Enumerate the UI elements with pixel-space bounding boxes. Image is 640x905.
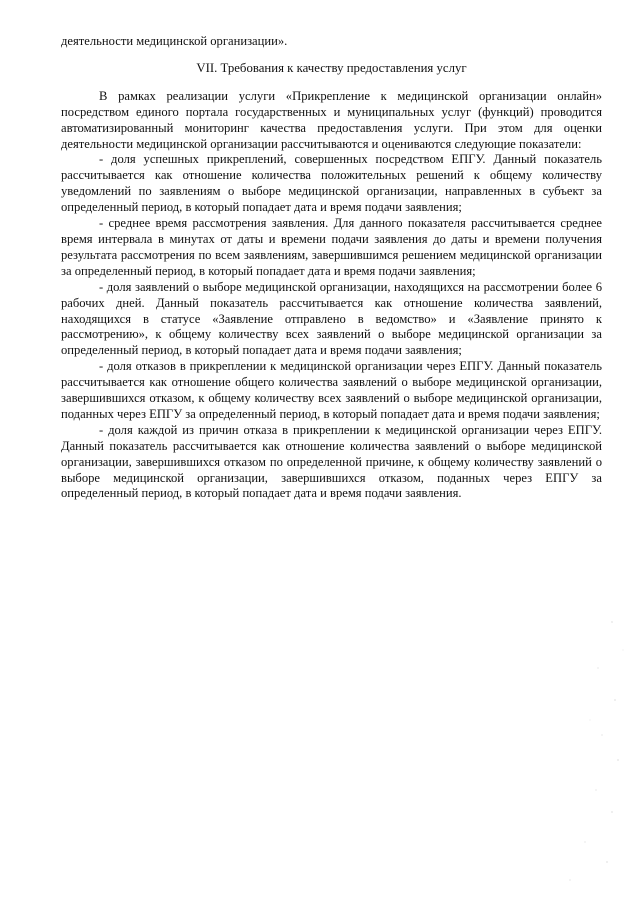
paragraph-intro: В рамках реализации услуги «Прикрепление к медицинской организации онлайн» посредством единого портала государственных и муниципальных услуг (функций) проводится автоматизированный мониторинг качества предоставления услуги. При этом для оценки деятельности медицинской организации рассчитываются и оцениваются следующие показатели: xyxy=(61,88,602,151)
lead-line: деятельности медицинской организации». xyxy=(61,34,288,48)
paragraph-indicator-refusals: - доля отказов в прикреплении к медицинской организации через ЕПГУ. Данный показатель рассчитывается как отношение общего количества заявлений о выборе медицинской организации, завершившихся отказом, к общему количеству всех заявлений о выборе медицинской организации, поданных через ЕПГУ за определенный период, в который попадает дата и время подачи заявления; xyxy=(61,359,602,421)
document-body xyxy=(61,34,602,502)
paragraph-indicator-average-review-time: - среднее время рассмотрения заявления. Для данного показателя рассчитывается среднее время интервала в минутах от даты и времени подачи заявления до даты и времени получения результата рассмотрения по всем заявлениям, завершившимся решением медицинской организации за определенный период, в который попадает дата и время подачи заявления; xyxy=(61,216,602,278)
section-heading: VII. Требования к качеству предоставления услуг xyxy=(196,60,467,75)
paragraph-indicator-refusal-reasons: - доля каждой из причин отказа в прикреплении к медицинской организации через ЕПГУ. Данный показатель рассчитывается как отношение количества заявлений о выборе медицинской организации, завершившихся отказом по определенной причине, к общему количеству заявлений о выборе медицинской организации, завершившихся отказом, поданных через ЕПГУ за определенный период, в который попадает дата и время подачи заявления. xyxy=(61,422,602,501)
paragraph-indicator-pending-applications: - доля заявлений о выборе медицинской организации, находящихся на рассмотрении более 6 рабочих дней. Данный показатель рассчитывается как отношение количества заявлений, находящихся в статусе «Заявление отправлено в ведомство» и «Заявление принято к рассмотрению», к общему количеству всех заявлений о выборе медицинской организации за определенный период, в который попадает дата и время подачи заявления; xyxy=(61,279,602,358)
paragraph-indicator-successful-attachments: - доля успешных прикреплений, совершенных посредством ЕПГУ. Данный показатель рассчитывается как отношение количества положительных решений к общему количеству уведомлений по заявлениям о выборе медицинской организации, направленных в субъект за определенный период, в который попадает дата и время подачи заявления; xyxy=(61,152,602,215)
